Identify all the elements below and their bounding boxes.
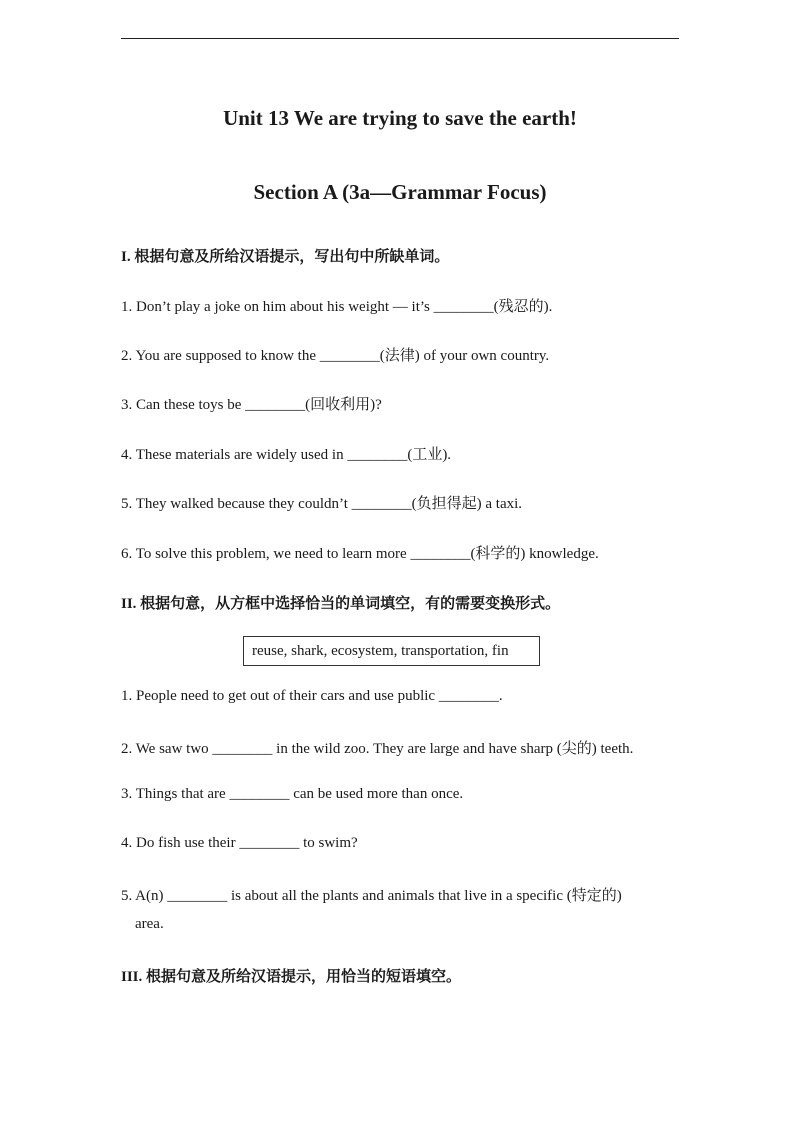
part1-item-2: 2. You are supposed to know the ________(法律) of your own country. <box>121 348 550 364</box>
part1-item-4: 4. These materials are widely used in ________(工业). <box>121 447 452 463</box>
part2-item-5-continuation: area. <box>135 916 164 932</box>
part1-item-6: 6. To solve this problem, we need to learn more ________(科学的) knowledge. <box>121 546 599 562</box>
part2-item-2: 2. We saw two ________ in the wild zoo. They are large and have sharp (尖的) teeth. <box>121 741 634 757</box>
part2-item-5: 5. A(n) ________ is about all the plants and animals that live in a specific (特定的) <box>121 888 622 904</box>
word-box: reuse, shark, ecosystem, transportation, fin <box>243 636 540 666</box>
part1-item-3: 3. Can these toys be ________(回收利用)? <box>121 397 382 413</box>
document-title: Unit 13 We are trying to save the earth! <box>223 106 577 130</box>
part1-item-5: 5. They walked because they couldn’t ________(负担得起) a taxi. <box>121 496 523 512</box>
part2-item-1: 1. People need to get out of their cars and use public ________. <box>121 688 503 704</box>
part1-item-1: 1. Don’t play a joke on him about his weight — it’s ________(残忍的). <box>121 299 553 315</box>
part1-heading: I. 根据句意及所给汉语提示，写出句中所缺单词。 <box>121 249 450 265</box>
header-rule <box>121 38 679 39</box>
part3-heading: III. 根据句意及所给汉语提示，用恰当的短语填空。 <box>121 969 462 985</box>
document-subtitle: Section A (3a—Grammar Focus) <box>253 180 547 204</box>
part2-heading: II. 根据句意，从方框中选择恰当的单词填空，有的需要变换形式。 <box>121 596 561 612</box>
part2-item-3: 3. Things that are ________ can be used more than once. <box>121 786 464 802</box>
part2-item-4: 4. Do fish use their ________ to swim? <box>121 835 358 851</box>
